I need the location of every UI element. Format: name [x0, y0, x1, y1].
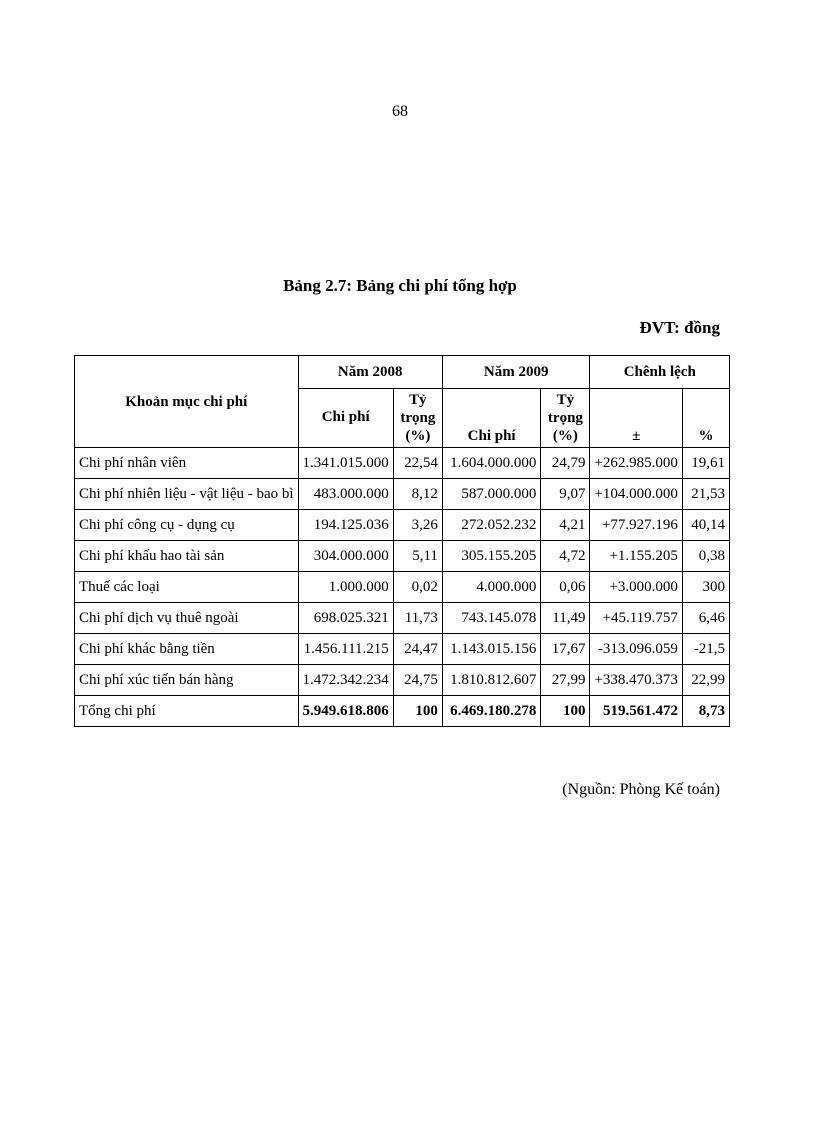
row-ratio-2008: 22,54: [393, 448, 442, 479]
table-row: [75, 479, 730, 510]
row-cost-2009: 1.143.015.156: [442, 634, 540, 665]
header-percent: %: [682, 389, 729, 448]
row-pct: 22,99: [682, 665, 729, 696]
row-ratio-2009: 9,07: [541, 479, 590, 510]
source-note: (Nguồn: Phòng Kế toán): [562, 781, 720, 798]
row-cost-2009: 1.810.812.607: [442, 665, 540, 696]
total-ratio-2008: 100: [393, 696, 442, 727]
header-year-2009: Năm 2009: [442, 356, 590, 389]
cost-summary-table: [74, 355, 730, 727]
table-row: [75, 541, 730, 572]
total-diff: 519.561.472: [590, 696, 682, 727]
row-item: Chi phí khấu hao tài sản: [75, 541, 299, 572]
row-pct: -21,5: [682, 634, 729, 665]
row-pct: 19,61: [682, 448, 729, 479]
total-ratio-2009: 100: [541, 696, 590, 727]
total-cost-2008: 5.949.618.806: [298, 696, 393, 727]
header-ratio-2008: Tỷ trọng (%): [393, 389, 442, 448]
row-ratio-2008: 0,02: [393, 572, 442, 603]
row-ratio-2008: 11,73: [393, 603, 442, 634]
table-row: [75, 572, 730, 603]
row-pct: 21,53: [682, 479, 729, 510]
row-diff: +77.927.196: [590, 510, 682, 541]
row-pct: 0,38: [682, 541, 729, 572]
row-item: Thuế các loại: [75, 572, 299, 603]
row-diff: +262.985.000: [590, 448, 682, 479]
header-difference: Chênh lệch: [590, 356, 730, 389]
row-diff: +1.155.205: [590, 541, 682, 572]
row-diff: +338.470.373: [590, 665, 682, 696]
total-cost-2009: 6.469.180.278: [442, 696, 540, 727]
row-ratio-2008: 24,75: [393, 665, 442, 696]
header-ratio-2009: Tỷ trọng (%): [541, 389, 590, 448]
header-plusminus: ±: [590, 389, 682, 448]
table-row: [75, 665, 730, 696]
row-item: Chi phí nhân viên: [75, 448, 299, 479]
table-title: Bảng 2.7: Bảng chi phí tổng hợp: [283, 276, 517, 295]
header-cost-2008: Chi phí: [298, 389, 393, 448]
table-row: [75, 603, 730, 634]
row-cost-2009: 272.052.232: [442, 510, 540, 541]
row-ratio-2009: 17,67: [541, 634, 590, 665]
row-cost-2008: 698.025.321: [298, 603, 393, 634]
row-ratio-2009: 4,21: [541, 510, 590, 541]
row-cost-2008: 1.456.111.215: [298, 634, 393, 665]
row-cost-2008: 1.000.000: [298, 572, 393, 603]
row-diff: -313.096.059: [590, 634, 682, 665]
row-ratio-2008: 3,26: [393, 510, 442, 541]
row-ratio-2008: 5,11: [393, 541, 442, 572]
row-ratio-2008: 8,12: [393, 479, 442, 510]
header-item: Khoản mục chi phí: [75, 356, 299, 448]
table-row: [75, 448, 730, 479]
row-item: Chi phí khác bằng tiền: [75, 634, 299, 665]
row-pct: 40,14: [682, 510, 729, 541]
row-ratio-2009: 0,06: [541, 572, 590, 603]
page-number: 68: [392, 103, 408, 120]
header-year-2008: Năm 2008: [298, 356, 442, 389]
row-ratio-2009: 24,79: [541, 448, 590, 479]
row-cost-2008: 483.000.000: [298, 479, 393, 510]
row-cost-2008: 1.472.342.234: [298, 665, 393, 696]
row-ratio-2009: 27,99: [541, 665, 590, 696]
unit-label: ĐVT: đồng: [639, 318, 720, 337]
row-cost-2009: 587.000.000: [442, 479, 540, 510]
row-item: Chi phí nhiên liệu - vật liệu - bao bì: [75, 479, 299, 510]
row-diff: +3.000.000: [590, 572, 682, 603]
total-row: [75, 696, 730, 727]
row-item: Chi phí dịch vụ thuê ngoài: [75, 603, 299, 634]
total-item: Tổng chi phí: [75, 696, 299, 727]
row-cost-2009: 4.000.000: [442, 572, 540, 603]
row-diff: +104.000.000: [590, 479, 682, 510]
row-ratio-2009: 11,49: [541, 603, 590, 634]
row-cost-2009: 743.145.078: [442, 603, 540, 634]
row-cost-2009: 305.155.205: [442, 541, 540, 572]
row-pct: 300: [682, 572, 729, 603]
row-pct: 6,46: [682, 603, 729, 634]
row-cost-2008: 304.000.000: [298, 541, 393, 572]
row-cost-2009: 1.604.000.000: [442, 448, 540, 479]
table-row: [75, 634, 730, 665]
table-row: [75, 510, 730, 541]
row-ratio-2008: 24,47: [393, 634, 442, 665]
row-item: Chi phí xúc tiến bán hàng: [75, 665, 299, 696]
row-ratio-2009: 4,72: [541, 541, 590, 572]
row-item: Chi phí công cụ - dụng cụ: [75, 510, 299, 541]
row-cost-2008: 1.341.015.000: [298, 448, 393, 479]
total-pct: 8,73: [682, 696, 729, 727]
row-diff: +45.119.757: [590, 603, 682, 634]
header-cost-2009: Chi phí: [442, 389, 540, 448]
row-cost-2008: 194.125.036: [298, 510, 393, 541]
